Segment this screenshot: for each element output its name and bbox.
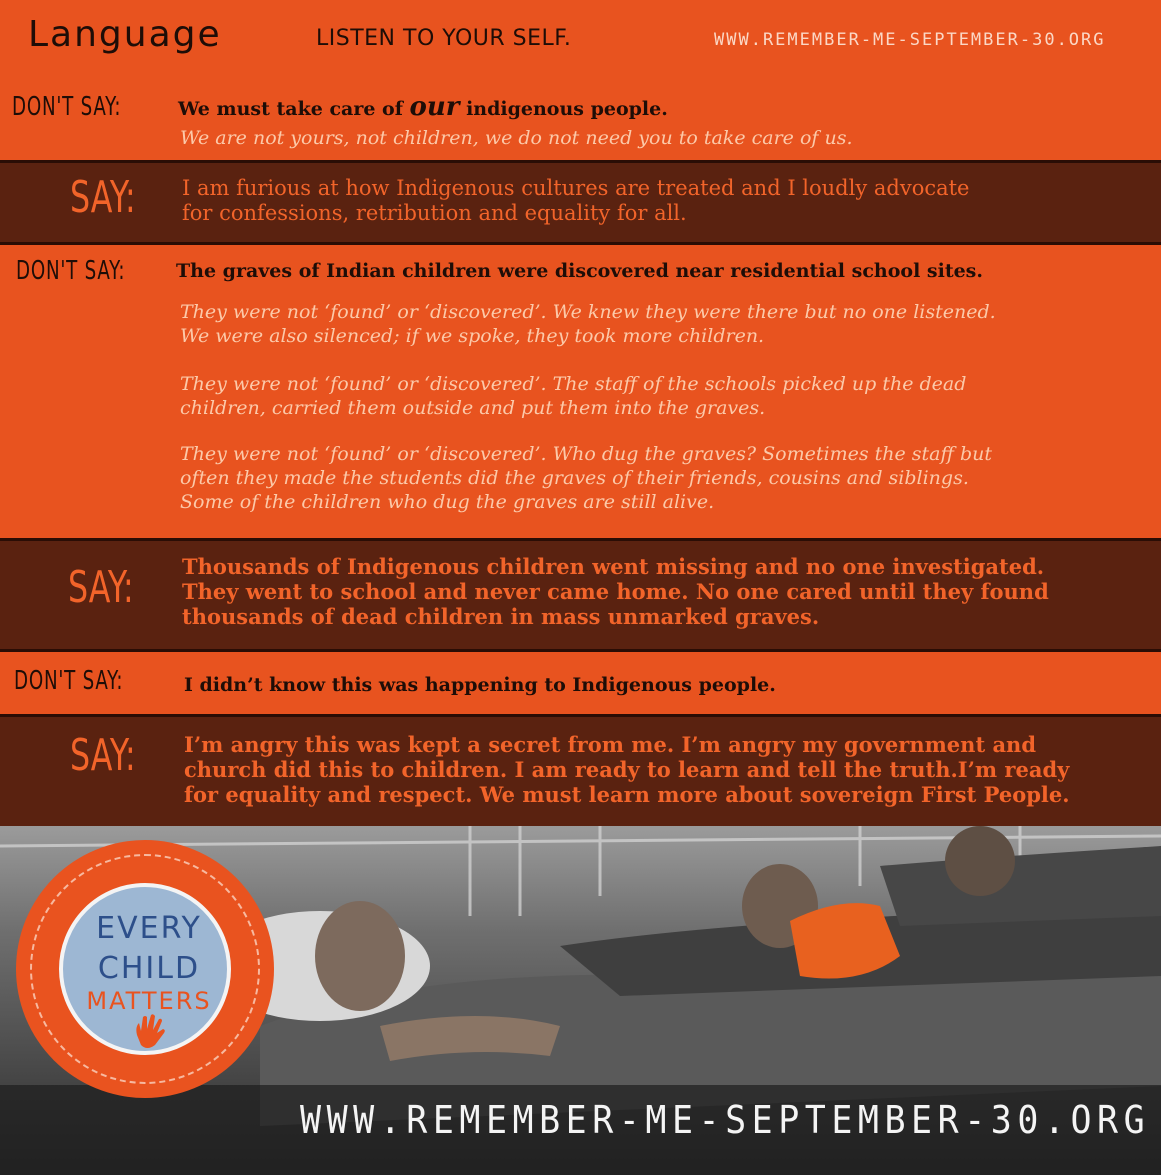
reply-line: They were not ‘found’ or ‘discovered’. Who dug the graves? Sometimes the staff but [180, 443, 993, 465]
handprint-icon [129, 1013, 169, 1051]
reply-line: children, carried them outside and put them into the graves. [180, 397, 766, 419]
dont-say-label-2: DON'T SAY: [16, 256, 126, 286]
reply-1: We are not yours, not children, we do not need you to take care of us. [180, 127, 853, 149]
say-label-1: SAY: [70, 172, 136, 223]
badge-line-matters: MATTERS [86, 987, 212, 1015]
badge-line-child: CHILD [97, 951, 201, 986]
say-label-3: SAY: [70, 730, 136, 781]
every-child-matters-badge [16, 840, 274, 1098]
statement-text: indigenous people. [459, 98, 668, 120]
say-line: Thousands of Indigenous children went missing and no one investigated. [182, 554, 1045, 579]
say-text-1 [182, 176, 970, 226]
reply-line: Some of the children who dug the graves are still alive. [180, 491, 715, 513]
reply-line: They were not ‘found’ or ‘discovered’. The staff of the schools picked up the dead [180, 373, 967, 395]
say-line: They went to school and never came home. No one cared until they found [182, 579, 1049, 604]
dont-say-statement-2: The graves of Indian children were discovered near residential school sites. [176, 260, 983, 282]
dont-say-label-1: DON'T SAY: [12, 92, 122, 122]
badge-center [59, 883, 231, 1055]
say-line: church did this to children. I am ready to learn and tell the truth.I’m ready [184, 757, 1070, 782]
poster-title: Language [28, 14, 222, 55]
say-line: for equality and respect. We must learn more about sovereign First People. [184, 782, 1070, 807]
header-url[interactable]: WWW.REMEMBER-ME-SEPTEMBER-30.ORG [714, 30, 1106, 50]
statement-text: We must take care of [178, 98, 410, 120]
dont-say-statement-1 [178, 92, 668, 122]
reply-2c [180, 442, 992, 514]
reply-2b [180, 372, 966, 420]
say-line: I am furious at how Indigenous cultures are treated and I loudly advocate [182, 176, 970, 200]
reply-line: They were not ‘found’ or ‘discovered’. We knew they were there but no one listened. [180, 301, 996, 323]
say-text-3 [184, 732, 1070, 807]
footer-url[interactable]: WWW.REMEMBER-ME-SEPTEMBER-30.ORG [300, 1098, 1151, 1142]
statement-emphasis: our [409, 92, 460, 122]
poster-subtitle: LISTEN TO YOUR SELF. [316, 26, 572, 51]
dont-say-statement-3: I didn’t know this was happening to Indigenous people. [184, 674, 776, 696]
badge-line-every: EVERY [96, 911, 202, 946]
say-label-2: SAY: [68, 562, 134, 613]
say-line: thousands of dead children in mass unmarked graves. [182, 604, 820, 629]
reply-line: We were also silenced; if we spoke, they took more children. [180, 325, 765, 347]
say-text-2 [182, 554, 1049, 629]
dont-say-label-3: DON'T SAY: [14, 666, 124, 696]
reply-line: often they made the students did the graves of their friends, cousins and siblings. [180, 467, 969, 489]
say-line: I’m angry this was kept a secret from me. I’m angry my government and [184, 732, 1037, 757]
say-line: for confessions, retribution and equality for all. [182, 201, 687, 225]
reply-2a [180, 300, 996, 348]
